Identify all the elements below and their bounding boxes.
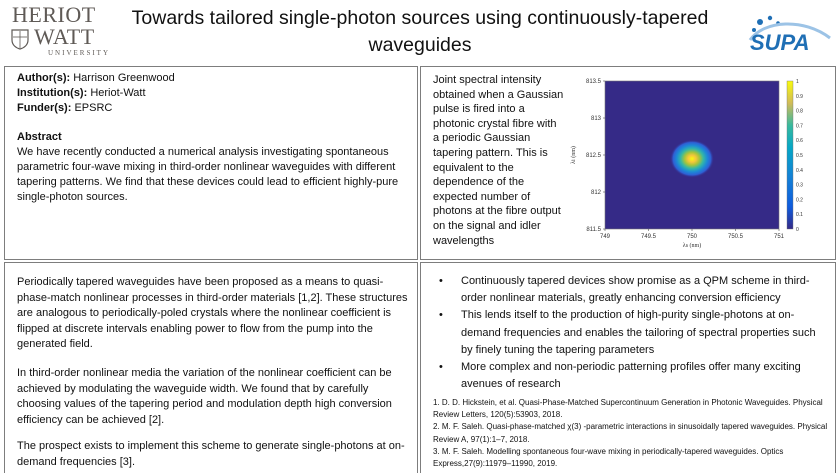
y-tick-label: 812.5 — [585, 153, 601, 159]
colorbar-tick-label: 0.5 — [796, 153, 803, 159]
heriot-watt-logo — [8, 4, 112, 58]
y-tick-label: 813.5 — [585, 79, 601, 85]
logo-line-heriot: HERIOT — [12, 2, 96, 27]
header — [0, 0, 840, 66]
bullet-icon: • — [439, 309, 443, 322]
colorbar-tick-label: 0.2 — [796, 197, 803, 204]
y-tick-label: 811.5 — [586, 227, 601, 233]
supa-logo-text: SUPA — [750, 30, 810, 55]
bullet-icon: • — [439, 361, 443, 374]
colorbar-tick-label: 1 — [796, 79, 799, 85]
y-axis-label: λi (nm) — [571, 146, 577, 164]
info-panel — [4, 66, 418, 260]
x-tick-label: 750 — [686, 234, 698, 240]
colorbar-tick-label: 0.3 — [796, 182, 803, 189]
logo-line-university: UNIVERSITY — [48, 49, 110, 57]
y-tick-label: 813 — [590, 116, 601, 122]
conclusion-text: This lends itself to the production of high-purity single-photons at on-demand frequencies and enables the tailoring of spectral properties such by finely tuning the tapering parameters — [461, 309, 816, 356]
funder-label: Funder(s): — [17, 102, 72, 114]
logo-line-watt: WATT — [34, 24, 95, 49]
conclusion-item — [431, 273, 829, 307]
colorbar — [787, 81, 793, 229]
colorbar-tick-label: 0.4 — [796, 167, 803, 174]
title-line-2: waveguides — [368, 34, 472, 56]
institution-label: Institution(s): — [17, 87, 88, 99]
reference-item: 1. D. D. Hickstein, et al. Quasi-Phase-Matched Supercontinuum Generation in Photonic Waveguides. Physical Review Letters, 120(5):53903, 2018. — [433, 398, 823, 420]
x-axis-label: λs (nm) — [682, 243, 702, 249]
y-tick-label: 812 — [590, 190, 601, 196]
conclusions-list — [431, 273, 829, 393]
colorbar-tick-label: 0.6 — [796, 138, 803, 145]
colorbar-tick-label: 0 — [796, 227, 799, 233]
poster-title — [120, 5, 720, 59]
body-paragraph-1: Periodically tapered waveguides have been proposed as a means to quasi-phase-match nonlinear processes in third-order materials [1,2]. These structures are analogous to periodically-poled crystals where the nonlinear coefficient is flipped at discrete intervals enabling power to flow from the pump into the generated field. — [17, 276, 408, 350]
supa-logo — [744, 10, 834, 56]
body-paragraph-2: In third-order nonlinear media the variation of the nonlinear coefficient can be achieved by modulating the waveguide width. We found that by carefully choosing values of the tapering period and modulation depth high conversion efficiency can be achieved [2]. — [17, 367, 392, 426]
jsi-heatmap — [561, 71, 833, 257]
reference-item: 3. M. F. Saleh. Modelling spontaneous four-wave mixing in periodically-tapered waveguides. Optics Express,27(9):11979–11990, 2019. — [433, 446, 784, 469]
body-panel — [4, 262, 418, 473]
funder-name: EPSRC — [74, 102, 113, 114]
x-tick-label: 749 — [599, 234, 611, 240]
colorbar-tick-label: 0.8 — [796, 108, 803, 115]
crest-icon — [10, 28, 30, 50]
reference-item: 2. M. F. Saleh. Quasi-phase-matched χ(3) -parametric interactions in sinusoidally tapered waveguides. Physical Review A, 97(1):1–7, 2018. — [433, 422, 828, 444]
body-paragraph-3: The prospect exists to implement this scheme to generate single-photons at on-demand frequencies [3]. — [17, 440, 405, 468]
conclusion-text: More complex and non-periodic patterning profiles offer many exciting avenues of research — [461, 361, 801, 391]
title-line-1: Towards tailored single-photon sources using continuously-tapered — [131, 7, 709, 29]
abstract-text: We have recently conducted a numerical analysis investigating spontaneous parametric four-wave mixing in third-order nonlinear waveguides with different tapering patterns. We find that these devices could lead to efficient highly-pure single-photon sources. — [17, 146, 399, 203]
conclusions-panel — [420, 262, 836, 473]
references — [433, 397, 831, 470]
author-label: Author(s): — [17, 72, 71, 84]
conclusion-text: Continuously tapered devices show promise as a QPM scheme in third-order nonlinear materials, greatly enhancing conversion efficiency — [461, 275, 810, 305]
author-name: Harrison Greenwood — [73, 72, 175, 84]
jsi-caption: Joint spectral intensity obtained when a Gaussian pulse is fired into a photonic crystal fibre with a periodic Gaussian tapering pattern. This is equivalent to the dependence of the expected number of photons at the fibre output on the signal and idler wavelengths — [433, 74, 564, 247]
colorbar-tick-label: 0.9 — [796, 93, 803, 100]
colorbar-tick-label: 0.1 — [796, 212, 803, 219]
heatmap-peak — [670, 140, 714, 178]
colorbar-tick-label: 0.7 — [796, 123, 803, 130]
abstract-heading: Abstract — [17, 131, 62, 143]
institution-name: Heriot-Watt — [90, 87, 146, 99]
x-tick-label: 750.5 — [727, 234, 744, 240]
x-tick-label: 749.5 — [640, 234, 657, 240]
conclusion-item — [431, 307, 829, 359]
x-tick-label: 751 — [773, 234, 785, 240]
jsi-panel — [420, 66, 836, 260]
author-info — [17, 71, 175, 116]
bullet-icon: • — [439, 275, 443, 287]
jsi-plot-area — [570, 79, 803, 249]
conclusion-item — [431, 359, 829, 393]
